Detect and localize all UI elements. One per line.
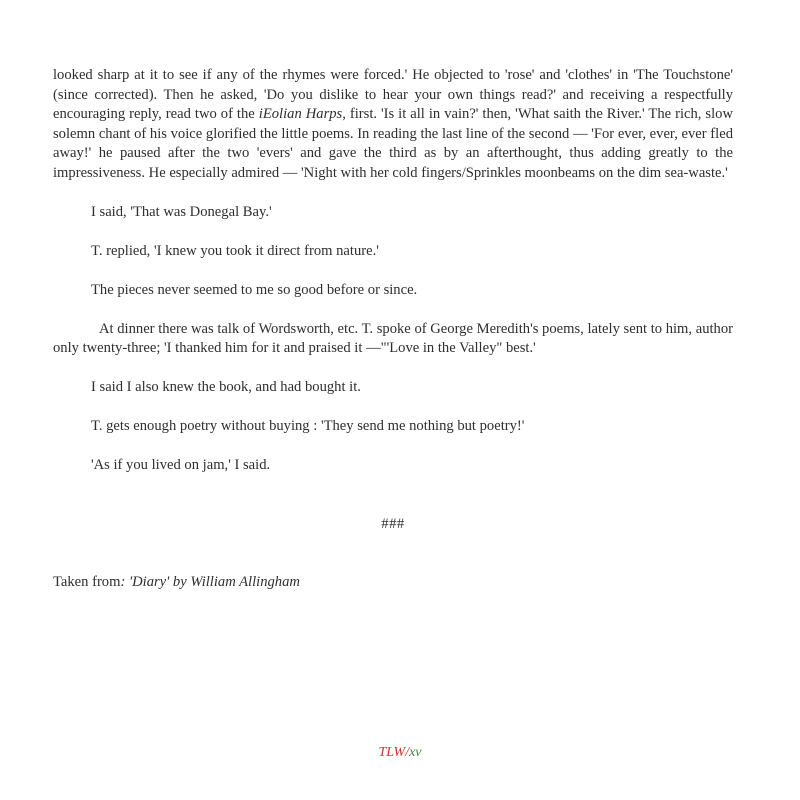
page-footer [0,745,800,761]
paragraph-poetry: T. gets enough poetry without buying : 'They send me nothing but poetry!' [91,418,525,434]
paragraph-jam: 'As if you lived on jam,' I said. [91,457,271,473]
footer-slash: / [405,745,410,760]
credit-source: : 'Diary' by William Allingham [120,574,300,590]
section-separator: ### [381,515,405,532]
paragraph-readings-text-b: , first. 'Is it all in vain?' then, 'What saith the River.' The rich, slow solemn chant of his voice glorified the little poems. In reading the last line of the second — 'For ever, ever, ever fled away!' he paused after the two 'evers' and gave the third as by an afterthought, thus adding greatly to the impressiveness. He especially admired — 'Night with her cold fingers/Sprinkles moonbeams on the dim sea-waste.' [53,106,733,181]
poem-title-italic: iEolian Harps [258,106,343,122]
paragraph-reply: T. replied, 'I knew you took it direct from nature.' [91,242,379,259]
paragraph-pieces: The pieces never seemed to me so good before or since. [91,281,418,298]
document-body [53,66,733,593]
source-credit [53,573,733,593]
paragraph-readings [53,66,733,183]
paragraph-readings-text-a: looked sharp at it to see if any of the rhymes were forced.' He objected to 'rose' and 'clothes' in 'The Touchstone' (since corrected). Then he asked, 'Do you dislike to hear your own things read?' and receiving a respectfully encouraging reply, read two of the [53,67,733,122]
paragraph-dinner: At dinner there was talk of Wordsworth, etc. T. spoke of George Meredith's poems, lately sent to him, author only twenty-three; 'I thanked him for it and praised it —"'Love in the Valley" best.' [53,320,733,356]
paragraph-book: I said I also knew the book, and had bought it. [91,379,361,395]
footer-page-number: xv [409,745,422,760]
credit-prefix: Taken from [53,574,121,590]
paragraph-donegal: I said, 'That was Donegal Bay.' [91,203,272,220]
footer-tlw: TLW [378,745,406,760]
